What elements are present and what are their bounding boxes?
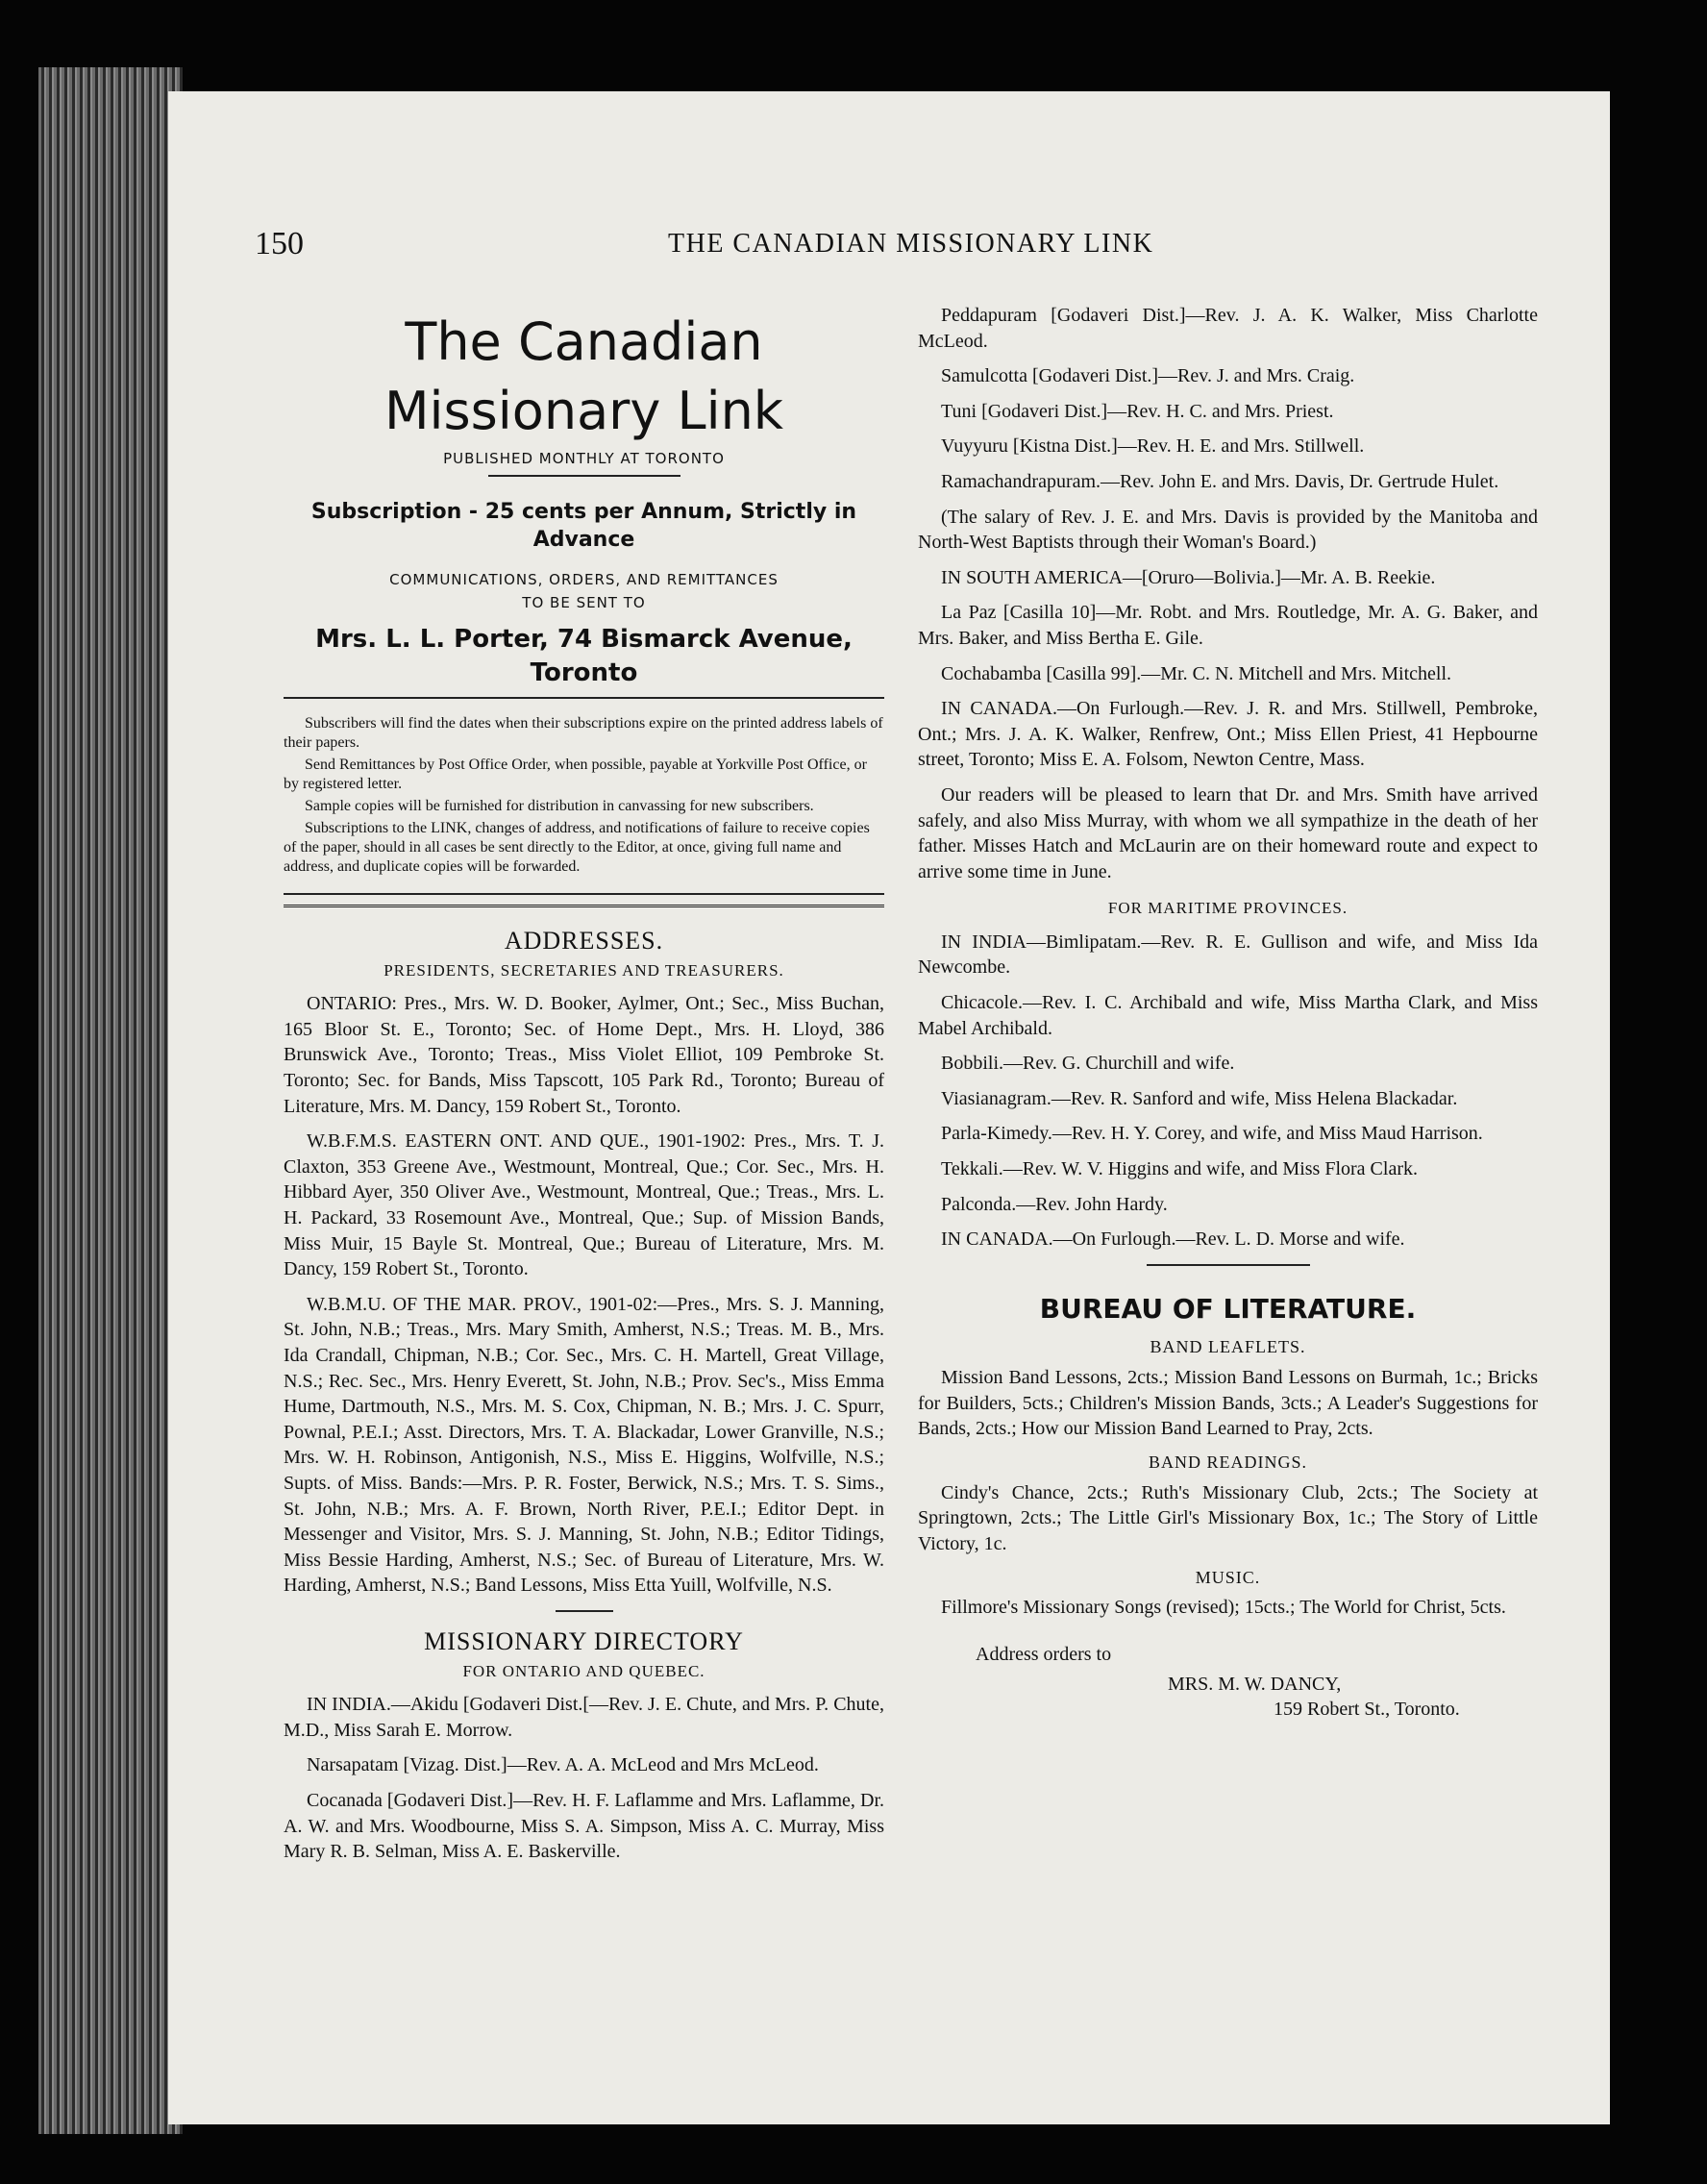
directory-paragraph: IN CANADA.—On Furlough.—Rev. J. R. and Mrs. Stillwell, Pembroke, Ont.; Mrs. J. A. K. Walker, Renfrew, Ont.; Miss Ellen Priest, 41 Hepbourne street, Toronto; Miss E. A. Folsom, Newton Centre, Mass.	[918, 698, 1538, 771]
notice-item: Subscriptions to the LINK, changes of address, and notifications of failure to receive copies of the paper, should in all cases be sent directly to the Editor, at once, giving full name and address, and duplicate copies will be forwarded.	[284, 820, 870, 876]
addresses-subtitle: PRESIDENTS, SECRETARIES AND TREASURERS.	[383, 960, 784, 980]
order-instruction: Address orders to	[976, 1644, 1112, 1666]
directory-title: MISSIONARY DIRECTORY	[424, 1626, 744, 1655]
page-number: 150	[255, 226, 304, 261]
directory-paragraph: Ramachandrapuram.—Rev. John E. and Mrs. Davis, Dr. Gertrude Hulet.	[941, 470, 1499, 492]
divider-rule	[1147, 1264, 1310, 1266]
divider-rule	[556, 1610, 613, 1612]
notice-item: Sample copies will be furnished for distribution in canvassing for new subscribers.	[305, 798, 814, 815]
notice-item: Subscribers will find the dates when their subscriptions expire on the printed address labels of their papers.	[284, 715, 883, 752]
book-page-edges	[38, 67, 183, 2134]
music-title: MUSIC.	[1195, 1567, 1261, 1587]
address-paragraph: ONTARIO: Pres., Mrs. W. D. Booker, Aylmer, Ont.; Sec., Miss Buchan, 165 Bloor St. E., Toronto; Sec. of Home Dept., Mrs. H. Lloyd, 386 Brunswick Ave., Toronto; Treas., Miss Violet Elliot, 109 Pembroke St. Toronto; Sec. for Bands, Miss Tapscott, 105 Park Rd., Toronto; Bureau of Literature, Mrs. M. Dancy, 159 Robert St., Toronto.	[284, 993, 884, 1117]
directory-paragraph: Tuni [Godaveri Dist.]—Rev. H. C. and Mrs. Priest.	[941, 400, 1334, 422]
order-address: 159 Robert St., Toronto.	[1274, 1699, 1460, 1721]
bureau-title: BUREAU OF LITERATURE.	[1039, 1292, 1417, 1325]
communications-line: COMMUNICATIONS, ORDERS, AND REMITTANCES	[389, 571, 779, 589]
subscription-line: Subscription - 25 cents per Annum, Strictly in Advance	[310, 499, 857, 552]
running-head: THE CANADIAN MISSIONARY LINK	[668, 229, 1154, 259]
order-name: MRS. M. W. DANCY,	[1168, 1673, 1342, 1695]
directory-subtitle: FOR ONTARIO AND QUEBEC.	[462, 1661, 705, 1680]
address-paragraph: W.B.M.U. OF THE MAR. PROV., 1901-02:—Pres., Mrs. S. J. Manning, St. John, N.B.; Treas., Mrs. Mary Smith, Amherst, N.S.; Treas. M. B., Mrs. Ida Crandall, Chipman, N.B.; Cor. Sec., Mrs. C. H. Martell, Great Village, N.S.; Rec. Sec., Mrs. Henry Everett, St. John, N.B.; Prov. Sec's., Miss Emma Hume, Dartmouth, N.S., Mrs. M. S. Cox, Chipman, N. B.; Mrs. J. C. Spurr, Pownal, P.E.I.; Asst. Directors, Mrs. T. A. Blackadar, Lower Granville, N.S.; Mrs. W. H. Robinson, Antigonish, N.S., Miss E. Higgins, Wolfville, N.S.; Supts. of Miss. Bands:—Mrs. P. R. Foster, Berwick, N.S.; Mrs. T. S. Sims., St. John, N.B.; Mrs. A. F. Brown, North River, P.E.I.; Editor Dept. in Messenger and Visitor, Mrs. S. J. Manning, St. John, N.B.; Editor Tidings, Miss Bessie Harding, Amherst, N.S.; Sec. of Bureau of Literature, Mrs. W. Harding, Amherst, N.S.; Band Lessons, Miss Etta Yuill, Wolfville, N.S.	[284, 1293, 884, 1597]
editor-address: Mrs. L. L. Porter, 74 Bismarck Avenue, Toronto	[315, 624, 853, 687]
music-text: Fillmore's Missionary Songs (revised); 15cts.; The World for Christ, 5cts.	[941, 1597, 1506, 1619]
readings-text: Cindy's Chance, 2cts.; Ruth's Missionary Club, 2cts.; The Society at Springtown, 2cts.; The Little Girl's Missionary Box, 1c.; The Story of Little Victory, 1c.	[918, 1481, 1538, 1554]
directory-paragraph: Cochabamba [Casilla 99].—Mr. C. N. Mitchell and Mrs. Mitchell.	[941, 662, 1452, 684]
notices-bottom-rule	[284, 893, 884, 895]
maritime-paragraph: IN CANADA.—On Furlough.—Rev. L. D. Morse and wife.	[941, 1228, 1405, 1251]
address-paragraph: W.B.F.M.S. EASTERN ONT. AND QUE., 1901-1902: Pres., Mrs. T. J. Claxton, 353 Greene Ave., Westmount, Montreal, Que.; Cor. Sec., Mrs. H. Hibbard Ayer, 350 Oliver Ave., Westmount, Montreal, Que.; Treas., Mrs. L. H. Packard, 33 Rosemount Ave., Montreal, Que.; Sup. of Mission Bands, Miss Muir, 15 Bayle St. Montreal, Que.; Bureau of Literature, Mrs. M. Dancy, 159 Robert St., Toronto.	[284, 1130, 884, 1280]
maritime-paragraph: Tekkali.—Rev. W. V. Higgins and wife, and Miss Flora Clark.	[941, 1158, 1418, 1180]
maritime-title: FOR MARITIME PROVINCES.	[1107, 899, 1348, 918]
directory-paragraph: La Paz [Casilla 10]—Mr. Robt. and Mrs. Routledge, Mr. A. G. Baker, and Mrs. Baker, and Miss Bertha E. Gile.	[918, 602, 1538, 649]
magazine-page	[168, 91, 1610, 2124]
right-column	[918, 303, 1538, 1723]
readings-title: BAND READINGS.	[1148, 1452, 1307, 1472]
news-paragraph: Our readers will be pleased to learn that Dr. and Mrs. Smith have arrived safely, and also Miss Murray, with whom we all sympathize in the death of her father. Misses Hatch and McLaurin are on their homeward route and expect to arrive some time in June.	[918, 783, 1538, 882]
directory-paragraph: Samulcotta [Godaveri Dist.]—Rev. J. and Mrs. Craig.	[941, 365, 1355, 387]
maritime-paragraph: Bobbili.—Rev. G. Churchill and wife.	[941, 1053, 1235, 1075]
notices-block	[284, 705, 884, 887]
directory-paragraph: (The salary of Rev. J. E. and Mrs. Davis is provided by the Manitoba and North-West Baptists through their Woman's Board.)	[918, 506, 1538, 554]
directory-paragraph: Peddapuram [Godaveri Dist.]—Rev. J. A. K. Walker, Miss Charlotte McLeod.	[918, 305, 1538, 352]
left-column	[284, 308, 884, 1874]
notices-top-rule	[284, 697, 884, 699]
addresses-title: ADDRESSES.	[504, 927, 664, 956]
section-double-rule	[284, 905, 884, 911]
maritime-paragraph: Parla-Kimedy.—Rev. H. Y. Corey, and wife, and Miss Maud Harrison.	[941, 1123, 1483, 1145]
maritime-paragraph: IN INDIA—Bimlipatam.—Rev. R. E. Gullison and wife, and Miss Ida Newcombe.	[918, 931, 1538, 979]
published-line: PUBLISHED MONTHLY AT TORONTO	[443, 449, 725, 467]
maritime-paragraph: Palconda.—Rev. John Hardy.	[941, 1193, 1168, 1215]
directory-paragraph: IN SOUTH AMERICA—[Oruro—Bolivia.]—Mr. A. B. Reekie.	[941, 566, 1436, 588]
notice-item: Send Remittances by Post Office Order, when possible, payable at Yorkville Post Office, or by registered letter.	[284, 757, 867, 793]
to-be-sent-line: TO BE SENT TO	[522, 594, 646, 611]
leaflets-text: Mission Band Lessons, 2cts.; Mission Band Lessons on Burmah, 1c.; Bricks for Builders, 5cts.; Children's Mission Bands, 3cts.; A Leader's Suggestions for Bands, 2cts.; How our Mission Band Learned to Pray, 2cts.	[918, 1367, 1538, 1440]
directory-paragraph: Cocanada [Godaveri Dist.]—Rev. H. F. Laflamme and Mrs. Laflamme, Dr. A. W. and Mrs. Woodbourne, Miss S. A. Simpson, Miss A. C. Murray, Miss Mary R. B. Selman, Miss A. E. Baskerville.	[284, 1789, 884, 1863]
directory-paragraph: IN INDIA.—Akidu [Godaveri Dist.[—Rev. J. E. Chute, and Mrs. P. Chute, M.D., Miss Sarah E. Morrow.	[284, 1694, 884, 1741]
maritime-paragraph: Viasianagram.—Rev. R. Sanford and wife, Miss Helena Blackadar.	[941, 1087, 1458, 1109]
masthead-rule	[488, 475, 680, 477]
directory-paragraph: Vuyyuru [Kistna Dist.]—Rev. H. E. and Mrs. Stillwell.	[941, 435, 1365, 458]
leaflets-title: BAND LEAFLETS.	[1150, 1337, 1306, 1357]
maritime-paragraph: Chicacole.—Rev. I. C. Archibald and wife, Miss Martha Clark, and Miss Mabel Archibald.	[918, 992, 1538, 1039]
directory-paragraph: Narsapatam [Vizag. Dist.]—Rev. A. A. McLeod and Mrs McLeod.	[307, 1754, 819, 1776]
masthead-title: The Canadian Missionary Link	[383, 311, 784, 441]
